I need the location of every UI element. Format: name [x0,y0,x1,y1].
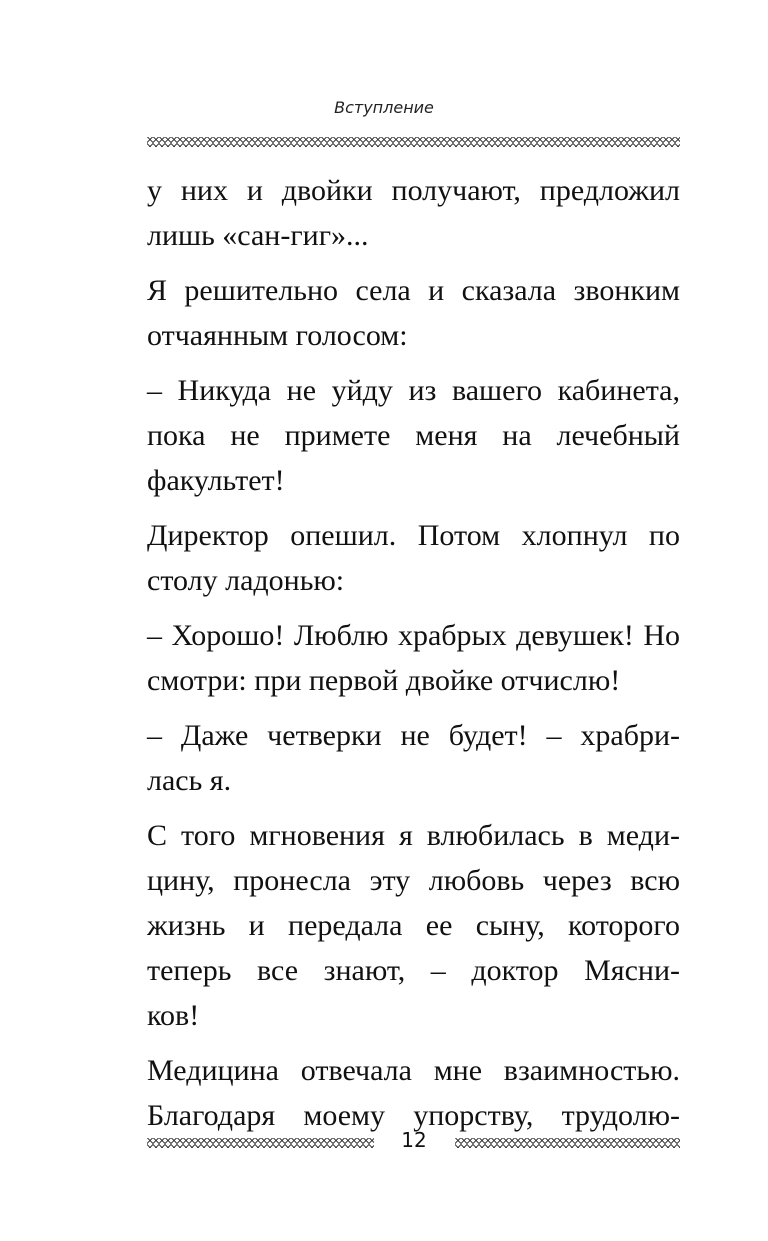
text-line: смотри: при первой двойке отчислю! [147,664,621,697]
paragraph [147,168,680,258]
text-line: ков! [147,999,200,1032]
text-line: пока не примете меня на лечебный [147,419,680,452]
decorative-rule-bottom-left [147,1138,374,1148]
text-line: цину, пронесла эту любовь через всю [147,864,680,897]
decorative-rule-bottom-right [455,1138,680,1148]
text-line: факультет! [147,464,285,497]
text-line: лишь «сан-гиг»... [147,219,369,252]
text-line: – Хорошо! Люблю храбрых девушек! Но [147,619,680,652]
text-line: Директор опешил. Потом хлопнул по [147,519,680,552]
running-header: Вступление [334,98,434,117]
paragraph [147,513,680,603]
text-line: лась я. [147,764,232,797]
paragraph [147,1048,680,1138]
paragraph [147,613,680,703]
paragraph [147,713,680,803]
paragraph [147,813,680,1038]
text-line: Благодаря моему упорству, трудолю- [147,1099,680,1132]
text-line: отчаянным голосом: [147,319,408,352]
decorative-rule-top [147,137,680,147]
paragraph [147,268,680,358]
paragraph [147,368,680,503]
text-line: Я решительно села и сказала звонким [147,274,680,307]
body-text [147,168,680,1148]
text-line: – Никуда не уйду из вашего кабинета, [147,374,680,407]
text-line: – Даже четверки не будет! – храбри- [147,719,680,752]
text-line: жизнь и передала ее сыну, которого [147,909,680,942]
text-line: у них и двойки получают, предложил [147,174,680,207]
text-line: теперь все знают, – доктор Мясни- [147,954,680,987]
text-line: С того мгновения я влюбилась в меди- [147,819,680,852]
page-number: 12 [401,1128,427,1152]
text-line: столу ладонью: [147,564,345,597]
text-line: Медицина отвечала мне взаимностью. [147,1054,680,1087]
